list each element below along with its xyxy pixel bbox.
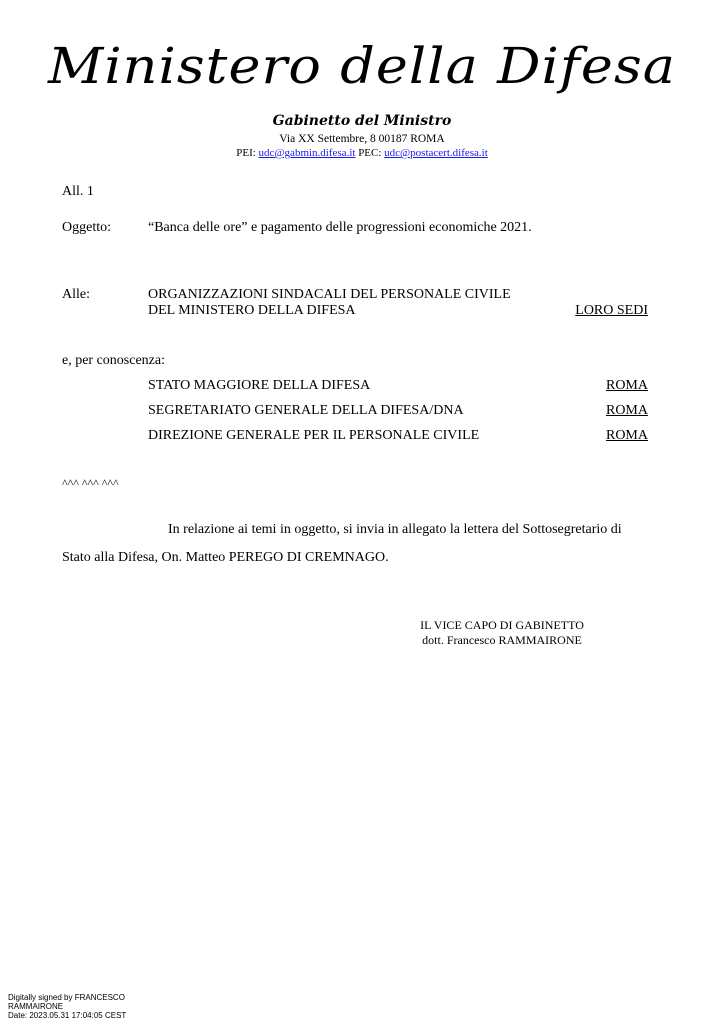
attachment-label: All. 1 xyxy=(62,184,94,199)
recipient-location: LORO SEDI xyxy=(575,303,648,318)
recipient-line-1: ORGANIZZAZIONI SINDACALI DEL PERSONALE CIVILE xyxy=(148,287,511,302)
subject-label: Oggetto: xyxy=(62,220,111,235)
cc-item-location: ROMA xyxy=(605,428,648,443)
office-name: Gabinetto del Ministro xyxy=(272,113,452,129)
separator: ^^^ ^^^ ^^^ xyxy=(62,476,119,490)
signature-name: dott. Francesco RAMMAIRONE xyxy=(422,633,582,647)
cc-item-location: ROMA xyxy=(605,403,648,418)
office-address: Via XX Settembre, 8 00187 ROMA xyxy=(279,133,445,145)
recipient-line-2: DEL MINISTERO DELLA DIFESA xyxy=(148,303,356,318)
signature-title: IL VICE CAPO DI GABINETTO xyxy=(420,618,584,632)
digital-signature-line-1: Digitally signed by FRANCESCO xyxy=(8,993,125,1002)
pec-email-link[interactable]: udc@postacert.difesa.it xyxy=(384,147,488,159)
pei-label: PEI: xyxy=(236,147,256,159)
contact-line xyxy=(0,147,724,159)
pei-email-link[interactable]: udc@gabmin.difesa.it xyxy=(258,147,356,159)
pec-label: PEC: xyxy=(358,147,382,159)
digital-signature-date: Date: 2023.05.31 17:04:05 CEST xyxy=(8,1011,127,1020)
cc-item-name: SEGRETARIATO GENERALE DELLA DIFESA/DNA xyxy=(148,403,464,418)
ministry-title: Ministero della Difesa xyxy=(47,37,677,95)
cc-item-name: DIREZIONE GENERALE PER IL PERSONALE CIVILE xyxy=(148,428,480,443)
body-line-1: In relazione ai temi in oggetto, si invia in allegato la lettera del Sottosegretario di xyxy=(168,522,622,537)
body-line-2: Stato alla Difesa, On. Matteo PEREGO DI CREMNAGO. xyxy=(62,550,389,565)
cc-item-location: ROMA xyxy=(605,378,648,393)
recipients-label: Alle: xyxy=(62,287,90,302)
digital-signature-line-2: RAMMAIRONE xyxy=(8,1002,64,1011)
subject-text: “Banca delle ore” e pagamento delle progressioni economiche 2021. xyxy=(148,220,532,235)
cc-item-name: STATO MAGGIORE DELLA DIFESA xyxy=(148,378,371,393)
cc-label: e, per conoscenza: xyxy=(62,353,165,368)
